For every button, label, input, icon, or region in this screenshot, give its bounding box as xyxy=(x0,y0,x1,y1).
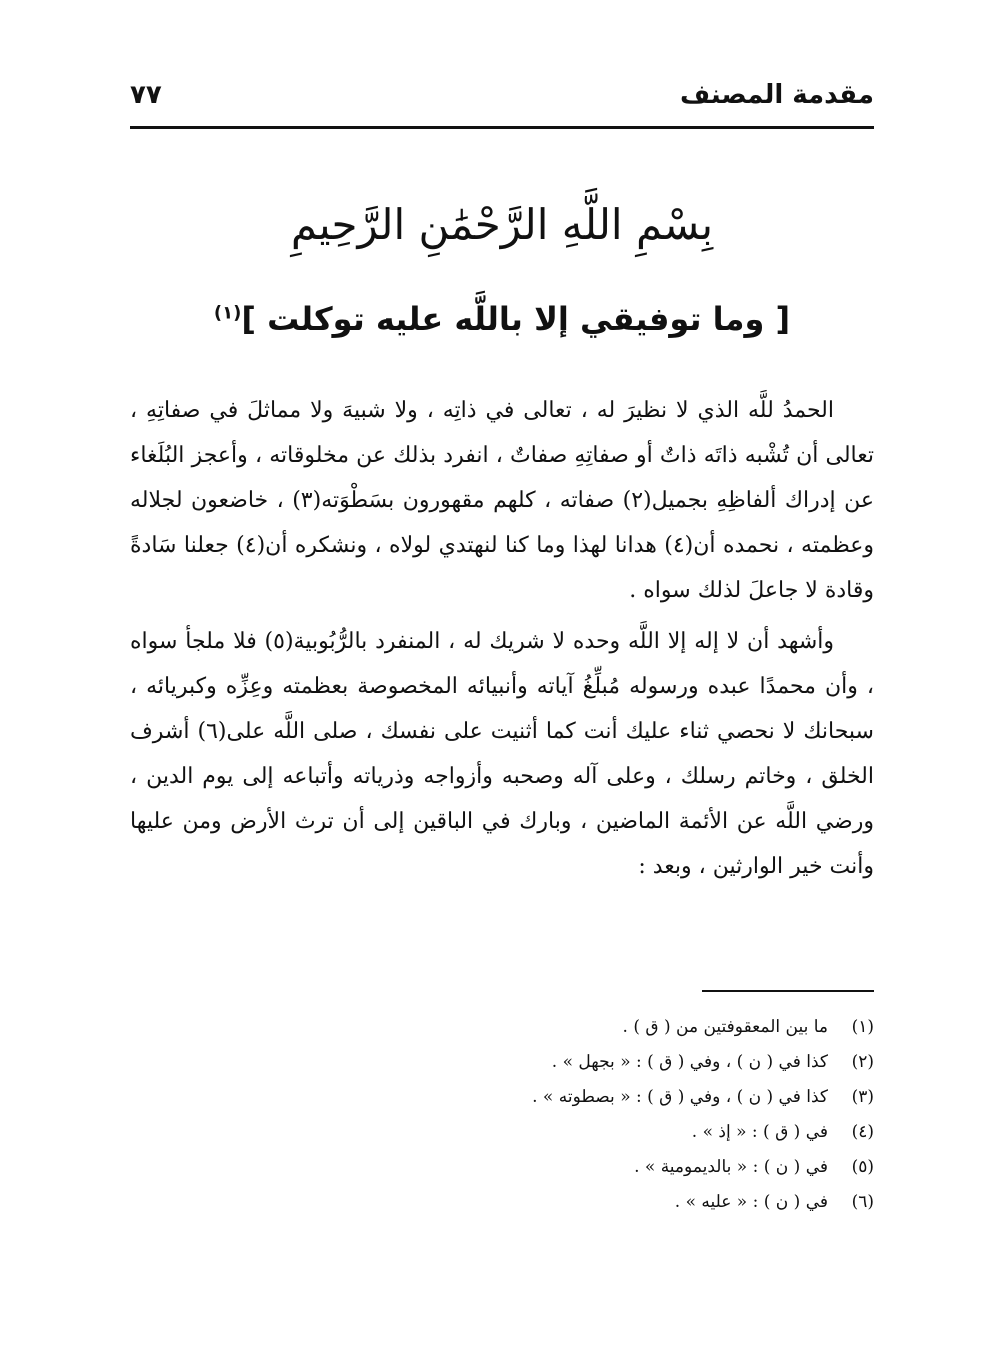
footnote xyxy=(300,1115,874,1150)
footnote-text: في ( ق ) : « إذ » . xyxy=(691,1122,828,1142)
body-text xyxy=(130,388,874,889)
footnote xyxy=(300,1010,874,1045)
footnote-text: في ( ن ) : « عليه » . xyxy=(674,1192,828,1212)
footnote xyxy=(300,1045,874,1080)
footnote-number: (٢) xyxy=(851,1052,874,1072)
running-header xyxy=(130,78,874,122)
page-number: ٧٧ xyxy=(130,80,162,110)
footnote-text: في ( ن ) : « بالديمومية » . xyxy=(634,1157,828,1177)
heading-text: [ وما توفيقي إلا باللَّه عليه توكلت ] xyxy=(241,300,791,338)
footnote-number: (٣) xyxy=(851,1087,874,1107)
paragraph: وأشهد أن لا إله إلا اللَّه وحده لا شريك له ، المنفرد بالرُّبُوبية(٥) فلا ملجأ سواه ، وأن محمدًا عبده ورسوله مُبلِّغُ آياته وأنبيائه المخصوصة بعظمته وعِزِّه وكبريائه ، سبحانك لا نحصي ثناء عليك أنت كما أثنيت على نفسك ، صلى اللَّه على(٦) أشرف الخلق ، وخاتم رسلك ، وعلى آله وصحبه وأزواجه وذرياته وأتباعه إلى يوم الدين ، ورضي اللَّه عن الأئمة الماضين ، وبارك في الباقين إلى أن ترث الأرض ومن عليها وأنت خير الوارثين ، وبعد : xyxy=(130,629,874,879)
heading-note-ref: (١) xyxy=(213,302,242,324)
footnote xyxy=(300,1080,874,1115)
basmala: بِسْمِ اللَّهِ الرَّحْمَٰنِ الرَّحِيمِ xyxy=(290,200,714,249)
section-heading xyxy=(130,300,874,338)
paragraph: الحمدُ للَّه الذي لا نظيرَ له ، تعالى في ذاتِه ، ولا شبيهَ ولا مماثلَ في صفاتِهِ ، تعالى أن تُشْبه ذاتَه ذاتٌ أو صفاتِهِ صفاتٌ ، انفرد بذلك عن مخلوقاته ، وأعجز البُلَغاء عن إدراك ألفاظِهِ بجميل(٢) صفاته ، كلهم مقهورون بسَطْوَته(٣) ، خاضعون لجلاله وعظمته ، نحمده أن(٤) هدانا لهذا وما كنا لنهتدي لولاه ، ونشكره أن(٤) جعلنا سَادةً وقادة لا جاعلَ لذلك سواه . xyxy=(130,398,874,603)
footnote-number: (٥) xyxy=(851,1157,874,1177)
footnote-number: (١) xyxy=(851,1017,874,1037)
footnote-number: (٤) xyxy=(851,1122,874,1142)
footnotes xyxy=(300,1010,874,1220)
footnote xyxy=(300,1185,874,1220)
footnote-text: كذا في ( ن ) ، وفي ( ق ) : « بجهل » . xyxy=(551,1052,828,1072)
footnote xyxy=(300,1150,874,1185)
header-title: مقدمة المصنف xyxy=(679,80,874,110)
footnote-rule xyxy=(702,990,874,992)
footnote-text: ما بين المعقوفتين من ( ق ) . xyxy=(622,1017,828,1037)
footnote-number: (٦) xyxy=(851,1192,874,1212)
header-rule xyxy=(130,126,874,129)
footnote-text: كذا في ( ن ) ، وفي ( ق ) : « بصطوته » . xyxy=(532,1087,828,1107)
